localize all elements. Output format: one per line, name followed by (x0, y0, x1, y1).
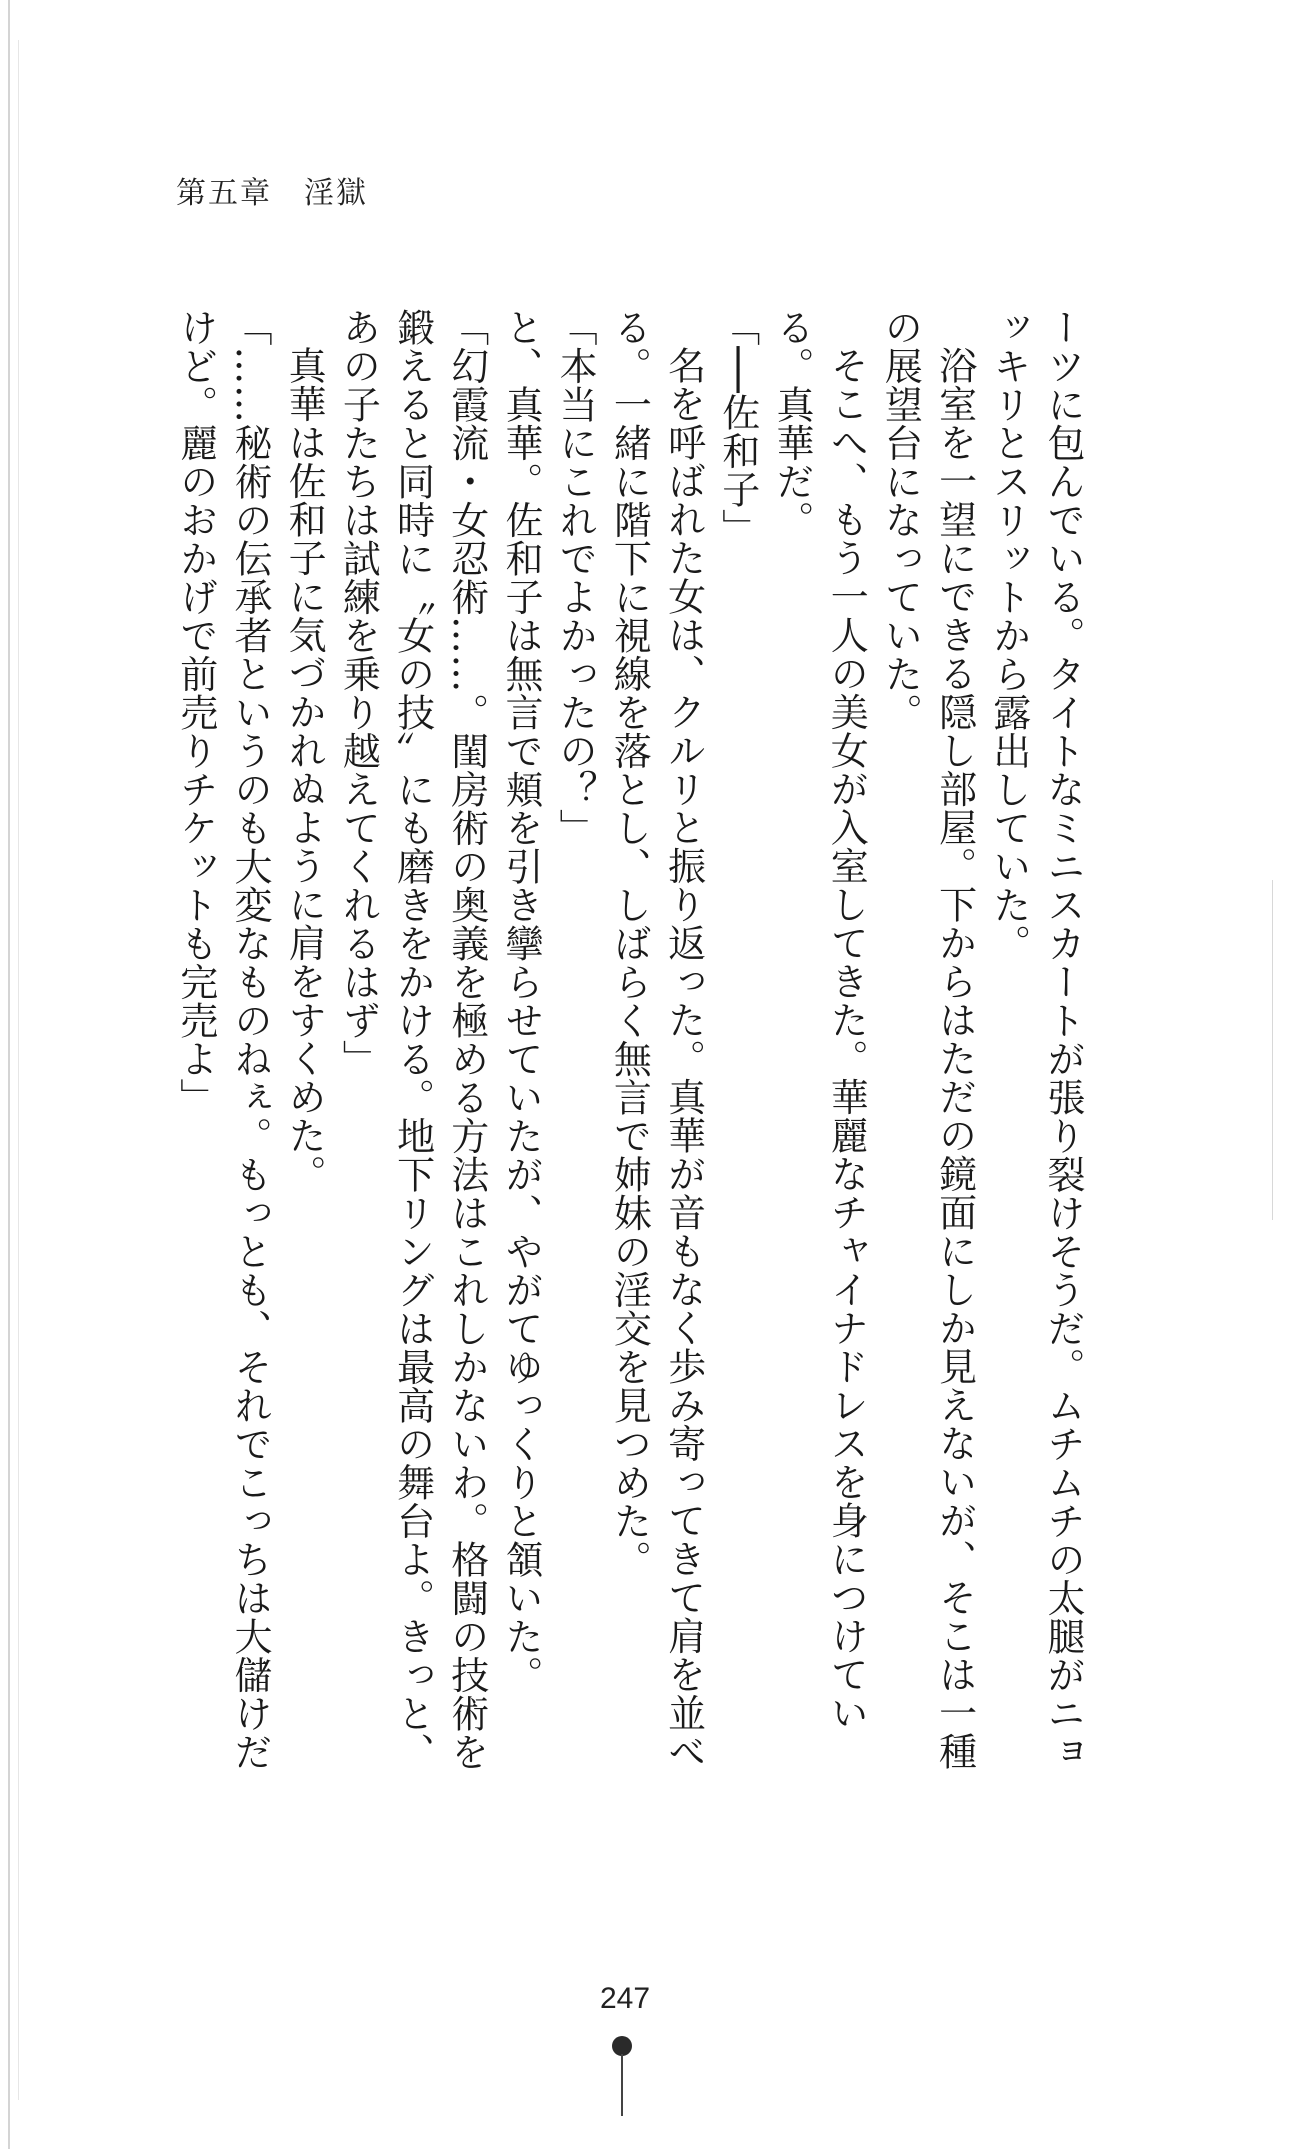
paragraph: と、真華。佐和子は無言で頬を引き攣らせていたが、やがてゆっくりと頷いた。 (498, 308, 543, 1694)
folio-dot-ornament (612, 2036, 632, 2056)
folio-line-ornament (621, 2054, 623, 2116)
paragraph: 真華は佐和子に気づかれぬように肩をすくめた。 (282, 346, 327, 1193)
page-gutter-edge (8, 0, 10, 2149)
dialogue-line: 「──佐和子」 (715, 308, 760, 548)
dialogue-line: 「本当にこれでよかったの？」 (553, 308, 598, 847)
paragraph: 浴室を一望にできる隠し部屋。下からはただの鏡面にしか見えないが、そこは一種の展望台になっていた。 (878, 308, 977, 1771)
paragraph: 名を呼ばれた女は、クルリと振り返った。真華が音もなく歩み寄ってきて肩を並べる。一緒に階下に視線を落とし、しばらく無言で姉妹の淫交を見つめた。 (607, 308, 706, 1771)
paragraph: ーツに包んでいる。タイトなミニスカートが張り裂けそうだ。ムチムチの太腿がニョッキリとスリットから露出していた。 (986, 308, 1085, 1771)
dialogue-line: 「幻霞流・女忍術……。閨房術の奥義を極める方法はこれしかないわ。格闘の技術を鍛えると同時に〝女の技〟にも磨きをかける。地下リングは最高の舞台よ。きっと、あの子たちは試練を乗り越えてくれるはず」 (336, 308, 489, 1771)
scan-mark (1272, 880, 1273, 1220)
paragraph: そこへ、もう一人の美女が入室してきた。華麗なチャイナドレスを身につけている。真華だ。 (769, 308, 869, 1732)
running-head: 第五章 淫獄 (176, 176, 368, 211)
page-number: 247 (599, 1982, 651, 2015)
body-text (170, 308, 1090, 1788)
dialogue-line: 「……秘術の伝承者というのも大変なものねぇ。もっとも、それでこっちは大儲けだけど。麗のおかげで前売りチケットも完売よ」 (173, 308, 272, 1771)
page-gutter-shadow (18, 40, 19, 2100)
